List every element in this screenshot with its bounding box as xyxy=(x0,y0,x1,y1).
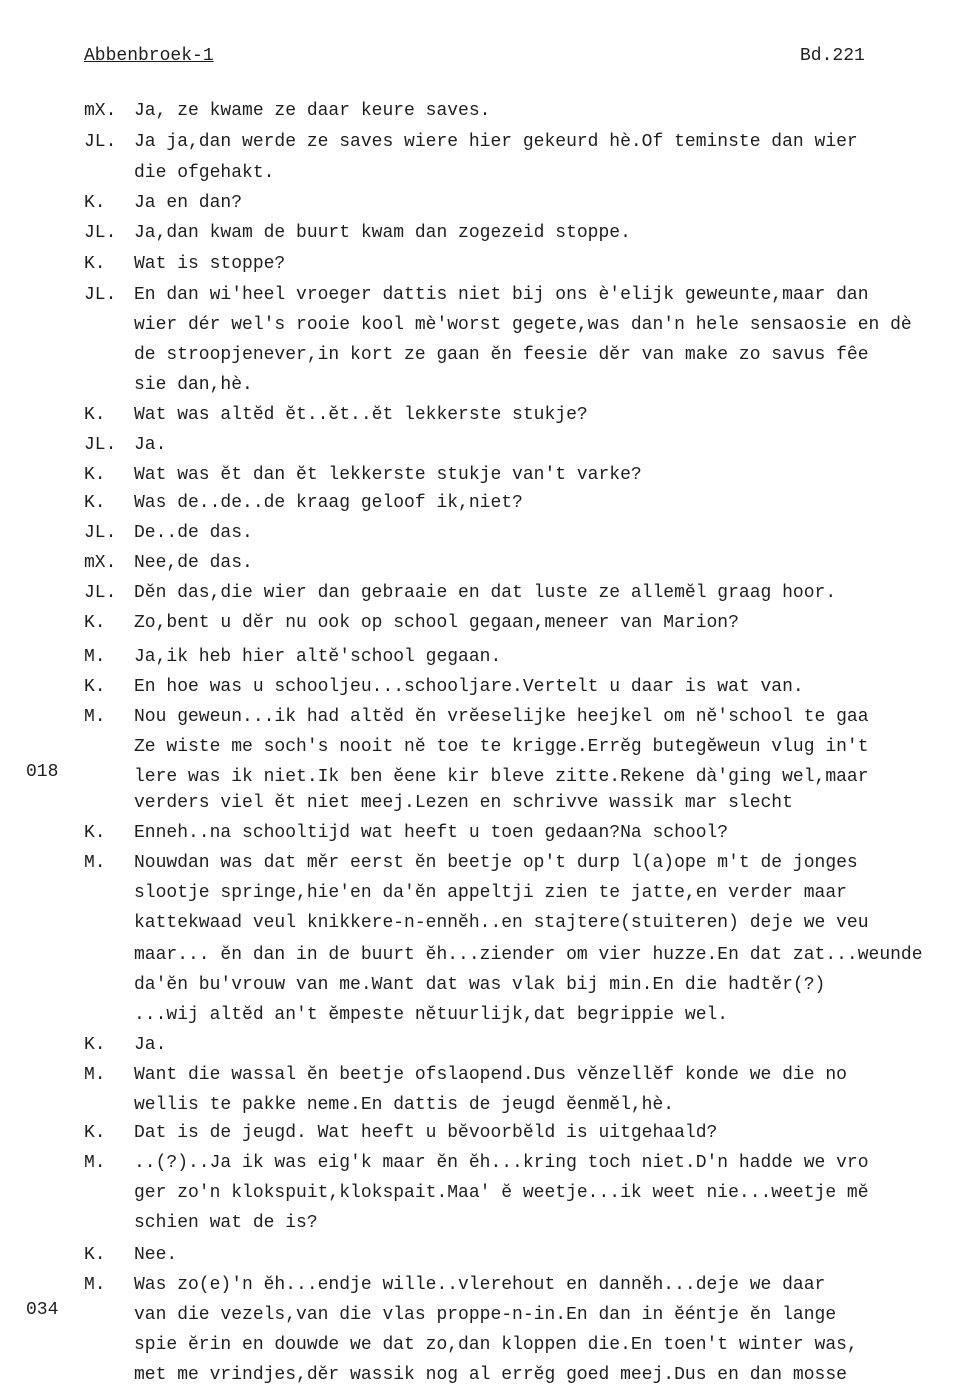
line-text: Ze wiste me soch's nooit nĕ toe te krigge.Errĕg butegĕweun vlug in't xyxy=(134,737,869,757)
line-text: Ja ja,dan werde ze saves wiere hier gekeurd hè.Of teminste dan wier xyxy=(134,132,858,152)
speaker-label: K. xyxy=(84,254,106,274)
line-text: Enneh..na schooltijd wat heeft u toen gedaan?Na school? xyxy=(134,823,729,843)
line-text: lere was ik niet.Ik ben ĕene kir bleve zitte.Rekene dà'ging wel,maar xyxy=(134,767,869,787)
line-text: Ja en dan? xyxy=(134,193,243,213)
speaker-label: mX. xyxy=(84,101,117,121)
line-text: Wat was ĕt dan ĕt lekkerste stukje van't varke? xyxy=(134,465,642,485)
line-text: wellis te pakke neme.En dattis de jeugd ĕenmĕl,hè. xyxy=(134,1095,675,1115)
speaker-label: JL. xyxy=(84,435,117,455)
line-text: met me vrindjes,dĕr wassik nog al errĕg goed meej.Dus en dan mosse xyxy=(134,1365,847,1385)
line-text: En dan wi'heel vroeger dattis niet bij ons è'elijk geweunte,maar dan xyxy=(134,285,869,305)
speaker-label: K. xyxy=(84,1123,106,1143)
line-text: schien wat de is? xyxy=(134,1213,318,1233)
speaker-label: K. xyxy=(84,823,106,843)
line-text: Nee,de das. xyxy=(134,553,253,573)
line-text: Wat is stoppe? xyxy=(134,254,286,274)
line-text: En hoe was u schooljeu...schooljare.Vertelt u daar is wat van. xyxy=(134,677,804,697)
speaker-label: M. xyxy=(84,1153,106,1173)
line-text: Nee. xyxy=(134,1245,178,1265)
speaker-label: M. xyxy=(84,1275,106,1295)
line-text: Nouwdan was dat mĕr eerst ĕn beetje op't durp l(a)ope m't de jonges xyxy=(134,853,858,873)
speaker-label: JL. xyxy=(84,583,117,603)
speaker-label: mX. xyxy=(84,553,117,573)
line-text: Ja,ik heb hier altĕ'school gegaan. xyxy=(134,647,502,667)
speaker-label: JL. xyxy=(84,223,117,243)
speaker-label: JL. xyxy=(84,132,117,152)
speaker-label: M. xyxy=(84,1065,106,1085)
speaker-label: K. xyxy=(84,677,106,697)
line-text: da'ĕn bu'vrouw van me.Want dat was vlak bij min.En die hadtĕr(?) xyxy=(134,975,826,995)
margin-line-number: 034 xyxy=(26,1300,59,1320)
line-text: Ja. xyxy=(134,1035,167,1055)
speaker-label: M. xyxy=(84,853,106,873)
line-text: wier dér wel's rooie kool mè'worst gegete,was dan'n hele sensaosie en dè xyxy=(134,315,912,335)
line-text: sie dan,hè. xyxy=(134,375,253,395)
line-text: maar... ĕn dan in de buurt ĕh...ziender om vier huzze.En dat zat...weunde xyxy=(134,945,923,965)
speaker-label: M. xyxy=(84,647,106,667)
speaker-label: K. xyxy=(84,493,106,513)
speaker-label: K. xyxy=(84,1035,106,1055)
speaker-label: JL. xyxy=(84,523,117,543)
line-text: kattekwaad veul knikkere-n-ennĕh..en stajtere(stuiteren) deje we veu xyxy=(134,913,869,933)
line-text: Wat was altĕd ĕt..ĕt..ĕt lekkerste stukje? xyxy=(134,405,588,425)
margin-line-number: 018 xyxy=(26,762,59,782)
line-text: spie ĕrin en douwde we dat zo,dan kloppen die.En toen't winter was, xyxy=(134,1335,858,1355)
line-text: ..(?)..Ja ik was eig'k maar ĕn ĕh...kring toch niet.D'n hadde we vro xyxy=(134,1153,869,1173)
speaker-label: K. xyxy=(84,465,106,485)
speaker-label: JL. xyxy=(84,285,117,305)
speaker-label: K. xyxy=(84,193,106,213)
line-text: Nou geweun...ik had altĕd ĕn vrĕeselijke heejkel om nĕ'school te gaa xyxy=(134,707,869,727)
document-page-reference: Bd.221 xyxy=(800,46,865,66)
line-text: Ja, ze kwame ze daar keure saves. xyxy=(134,101,491,121)
speaker-label: K. xyxy=(84,1245,106,1265)
line-text: slootje springe,hie'en da'ĕn appeltji zien te jatte,en verder maar xyxy=(134,883,847,903)
line-text: Dĕn das,die wier dan gebraaie en dat luste ze allemĕl graag hoor. xyxy=(134,583,837,603)
line-text: van die vezels,van die vlas proppe-n-in.En dan in ĕéntje ĕn lange xyxy=(134,1305,837,1325)
line-text: die ofgehakt. xyxy=(134,163,275,183)
line-text: ger zo'n klokspuit,klokspait.Maa' ĕ weetje...ik weet nie...weetje mĕ xyxy=(134,1183,869,1203)
line-text: Was de..de..de kraag geloof ik,niet? xyxy=(134,493,523,513)
line-text: de stroopjenever,in kort ze gaan ĕn feesie dĕr van make zo savus fêe xyxy=(134,345,869,365)
line-text: Was zo(e)'n ĕh...endje wille..vlerehout en dannĕh...deje we daar xyxy=(134,1275,826,1295)
line-text: Want die wassal ĕn beetje ofslaopend.Dus vĕnzellĕf konde we die no xyxy=(134,1065,847,1085)
line-text: Ja,dan kwam de buurt kwam dan zogezeid stoppe. xyxy=(134,223,631,243)
speaker-label: M. xyxy=(84,707,106,727)
line-text: Ja. xyxy=(134,435,167,455)
line-text: Dat is de jeugd. Wat heeft u bĕvoorbĕld is uitgehaald? xyxy=(134,1123,718,1143)
document-header-title: Abbenbroek-1 xyxy=(84,46,214,66)
speaker-label: K. xyxy=(84,405,106,425)
line-text: De..de das. xyxy=(134,523,253,543)
line-text: verders viel ĕt niet meej.Lezen en schrivve wassik mar slecht xyxy=(134,793,793,813)
line-text: Zo,bent u dĕr nu ook op school gegaan,meneer van Marion? xyxy=(134,613,739,633)
line-text: ...wij altĕd an't ĕmpeste nĕtuurlijk,dat begrippie wel. xyxy=(134,1005,729,1025)
speaker-label: K. xyxy=(84,613,106,633)
